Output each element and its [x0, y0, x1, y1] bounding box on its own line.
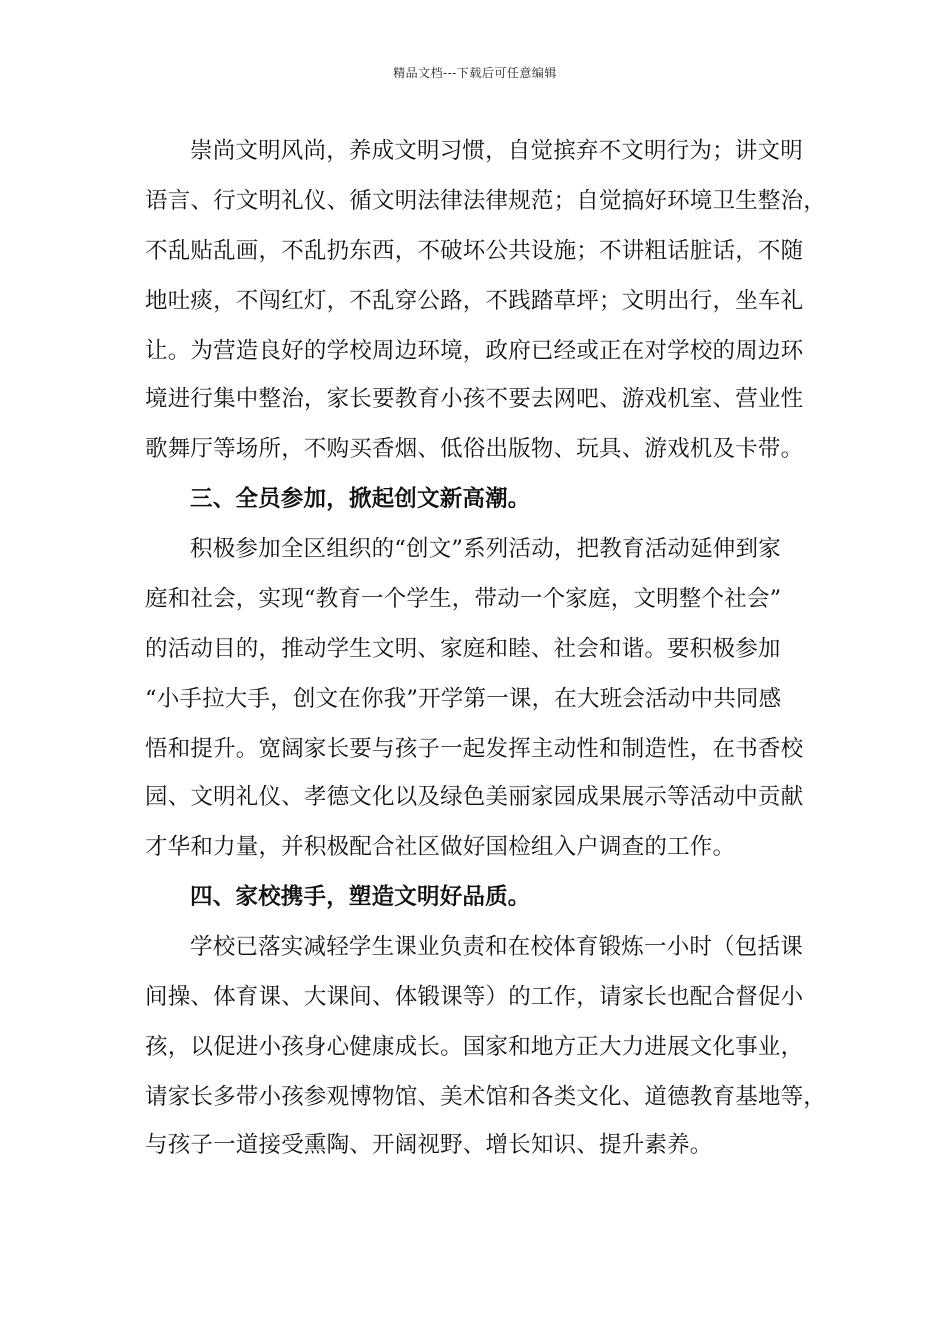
section-heading: 四、家校携手，塑造文明好品质。 [190, 884, 531, 910]
paragraph-line: 孩，以促进小孩身心健康成长。国家和地方正大力进展文化事业， [145, 1034, 804, 1060]
paragraph-line: 积极参加全区组织的“创文”系列活动，把教育活动延伸到家 [190, 536, 781, 562]
paragraph-line: 庭和社会，实现“教育一个学生，带动一个家庭，文明整个社会” [145, 586, 782, 612]
paragraph-line: 让。为营造良好的学校周边环境，政府已经或正在对学校的周边环 [145, 338, 804, 364]
paragraph-line: 园、文明礼仪、孝德文化以及绿色美丽家园成果展示等活动中贡献 [145, 784, 804, 810]
page-header: 精品文档---下载后可任意编辑 [393, 66, 557, 80]
paragraph-line: 语言、行文明礼仪、循文明法律法律规范；自觉搞好环境卫生整治， [145, 188, 827, 214]
paragraph-line: 境进行集中整治，家长要教育小孩不要去网吧、游戏机室、营业性 [145, 386, 804, 412]
paragraph-line: 不乱贴乱画，不乱扔东西，不破坏公共设施；不讲粗话脏话，不随 [145, 238, 804, 264]
paragraph-line: 请家长多带小孩参观博物馆、美术馆和各类文化、道德教育基地等， [145, 1084, 827, 1110]
section-heading: 三、全员参加，掀起创文新高潮。 [190, 486, 531, 512]
paragraph-line: 地吐痰，不闯红灯，不乱穿公路，不践踏草坪；文明出行，坐车礼 [145, 288, 804, 314]
paragraph-line: 歌舞厅等场所，不购买香烟、低俗出版物、玩具、游戏机及卡带。 [145, 436, 804, 462]
paragraph-line: 学校已落实减轻学生课业负责和在校体育锻炼一小时（包括课 [190, 934, 803, 960]
paragraph-line: 崇尚文明风尚，养成文明习惯，自觉摈弃不文明行为；讲文明 [190, 138, 803, 164]
paragraph-line: 悟和提升。宽阔家长要与孩子一起发挥主动性和制造性，在书香校 [145, 736, 804, 762]
paragraph-line: “小手拉大手，创文在你我”开学第一课，在大班会活动中共同感 [145, 686, 782, 712]
paragraph-line: 的活动目的，推动学生文明、家庭和睦、社会和谐。要积极参加 [145, 636, 781, 662]
paragraph-line: 间操、体育课、大课间、体锻课等）的工作，请家长也配合督促小 [145, 984, 804, 1010]
paragraph-line: 与孩子一道接受熏陶、开阔视野、增长知识、提升素养。 [145, 1132, 713, 1158]
paragraph-line: 才华和力量，并积极配合社区做好国检组入户调查的工作。 [145, 834, 736, 860]
